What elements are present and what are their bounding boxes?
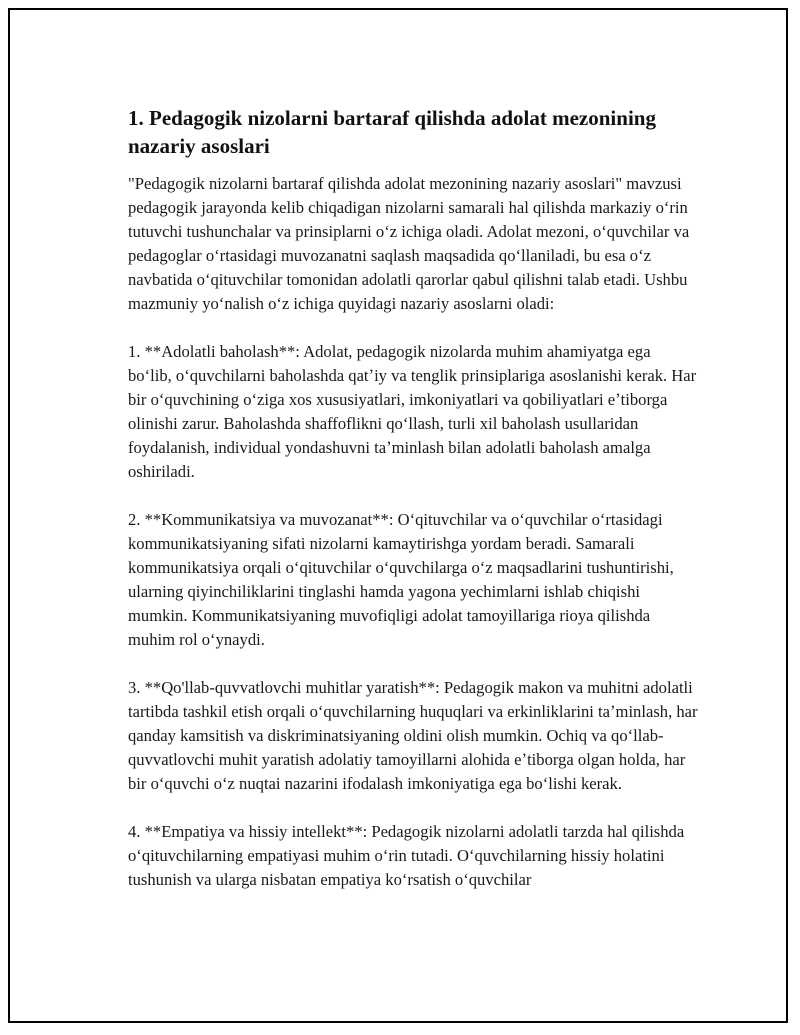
paragraph-kommunikatsiya: 2. **Kommunikatsiya va muvozanat**: Oʻqituvchilar va oʻquvchilar oʻrtasidagi kommunikatsiyaning sifati nizolarni kamaytirishga yordam beradi. Samarali kommunikatsiya orqali oʻqituvchilar oʻquvchilarga oʻz maqsadlarini tushuntirishi, ularning qiyinchiliklarini tinglashi hamda yagona yechimlarni ishlab chiqishi mumkin. Kommunikatsiyaning muvofiqligi adolat tamoyillariga rioya qilishda muhim rol oʻynaydi.	[128, 510, 674, 649]
paragraph-empatiya: 4. **Empatiya va hissiy intellekt**: Pedagogik nizolarni adolatli tarzda hal qilishda oʻqituvchilarning empatiyasi muhim oʻrin tutadi. Oʻquvchilarning hissiy holatini tushunish va ularga nisbatan empatiya koʻrsatish oʻquvchilar	[128, 822, 685, 889]
document-body	[128, 104, 698, 916]
intro-paragraph: "Pedagogik nizolarni bartaraf qilishda adolat mezonining nazariy asoslari" mavzusi pedagogik jarayonda kelib chiqadigan nizolarni samarali hal qilishda markaziy oʻrin tutuvchi tushunchalar va prinsiplarni oʻz ichiga oladi. Adolat mezoni, oʻquvchilar va pedagoglar oʻrtasidagi muvozanatni saqlash maqsadida qoʻllaniladi, bu esa oʻz navbatida oʻqituvchilar tomonidan adolatli qarorlar qabul qilishni talab etadi. Ushbu mazmuniy yoʻnalish oʻz ichiga quyidagi nazariy asoslarni oladi:	[128, 174, 690, 313]
paragraph-muhitlar-yaratish: 3. **Qo'llab-quvvatlovchi muhitlar yaratish**: Pedagogik makon va muhitni adolatli tartibda tashkil etish orqali oʻquvchilarning huquqlari va erkinliklarini taʼminlash, har qanday kamsitish va diskriminatsiyaning oldini olish mumkin. Ochiq va qoʻllab-quvvatlovchi muhit yaratish adolatiy tamoyillarni alohida eʼtiborga olgan holda, har bir oʻquvchi oʻz nuqtai nazarini ifodalash imkoniyatiga ega boʻlishi kerak.	[128, 678, 698, 793]
section-heading: 1. Pedagogik nizolarni bartaraf qilishda adolat mezonining nazariy asoslari	[128, 106, 656, 158]
page-frame	[8, 8, 788, 1023]
paragraph-adolatli-baholash: 1. **Adolatli baholash**: Adolat, pedagogik nizolarda muhim ahamiyatga ega boʻlib, oʻquvchilarni baholashda qatʼiy va tenglik prinsiplariga asoslanishi kerak. Har bir oʻquvchining oʻziga xos xususiyatlari, imkoniyatlari va qobiliyatlari eʼtiborga olinishi zarur. Baholashda shaffoflikni qoʻllash, turli xil baholash usullaridan foydalanish, individual yondashuvni taʼminlash bilan adolatli baholash amalga oshiriladi.	[128, 342, 697, 481]
